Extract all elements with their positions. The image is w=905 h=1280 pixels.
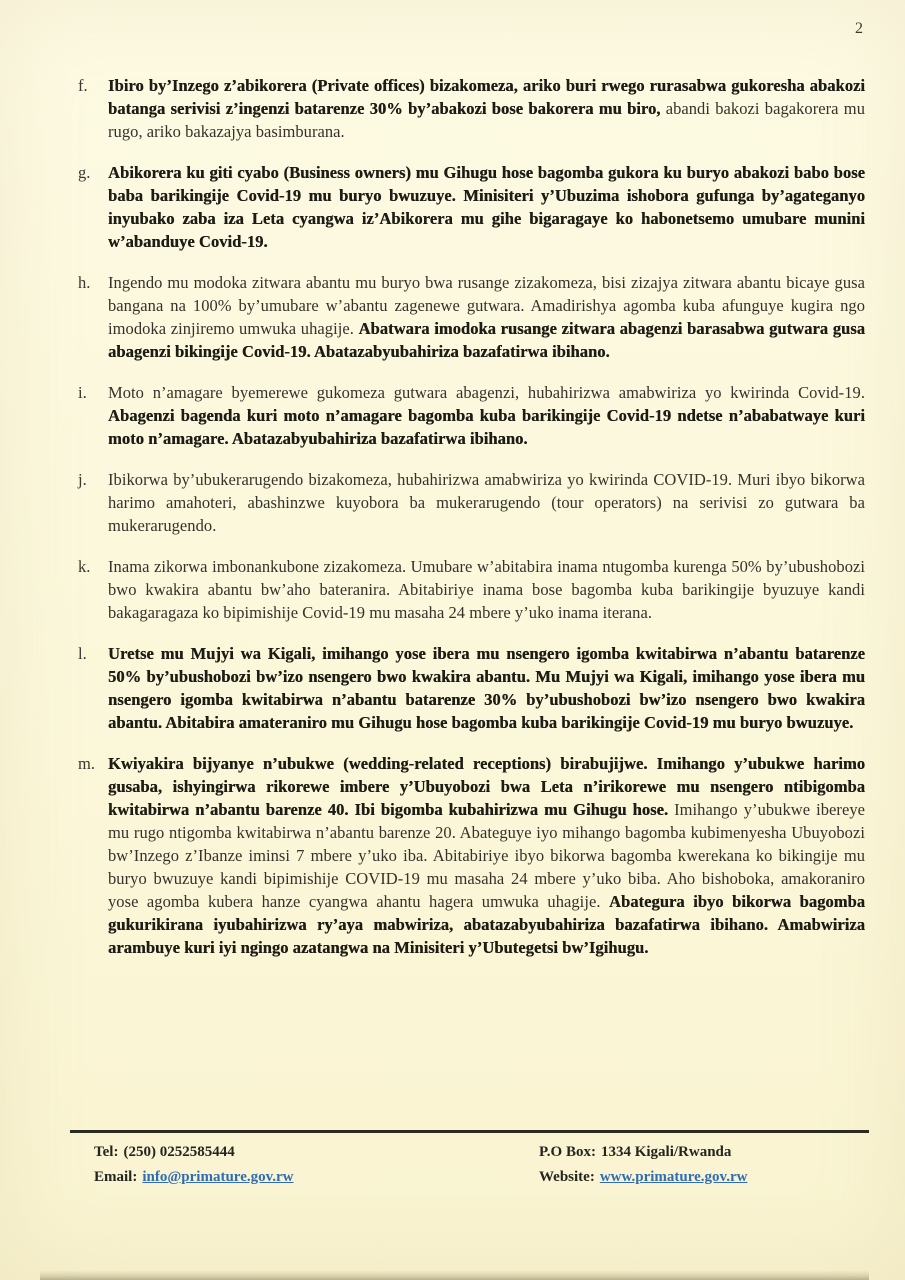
paragraph-text (108, 271, 865, 363)
scan-edge-shadow (40, 1270, 869, 1280)
footer-email (94, 1165, 539, 1190)
paragraph-letter: j. (78, 470, 87, 489)
paragraph-j (78, 468, 865, 537)
paragraph-text (108, 752, 865, 959)
bold-text-segment: Abategura ibyo bikorwa bagomba gukurikirana iyubahirizwa ry’aya mabwiriza, abatazabyubahiriza bazafatirwa ibihano. Amabwiriza arambuye kuri iyi ngingo azatangwa na Minisiteri y’Ubutegetsi bw’Igihugu. (108, 892, 865, 957)
footer-right-column (539, 1140, 869, 1190)
footer-website (539, 1165, 869, 1190)
paragraph-text (108, 161, 865, 253)
paragraph-text (108, 381, 865, 450)
paragraph-text (108, 468, 865, 537)
footer-columns (70, 1140, 869, 1190)
regular-text-segment: Imihango y’ubukwe ibereye mu rugo ntigomba kwitabirwa n’abantu barenze 20. Abateguye iyo mihango bagomba kubimenyesha Ubuyobozi bw’Inzego z’Ibanze iminsi 7 mbere y’uko iba. Abitabiriye ibyo bikorwa bagomba kwerekana ko bikingije mu buryo bwuzuye kandi bipimishije COVID-19 mu masaha 24 mbere y’uko biba. Aho bishoboka, amakoraniro yose agomba kubera hanze cyangwa ahantu hagera umwuka uhagije. (108, 800, 865, 911)
footer-rule (70, 1130, 869, 1133)
paragraph-letter: k. (78, 557, 91, 576)
tel-label: Tel: (94, 1144, 119, 1160)
regular-text-segment: Moto n’amagare byemerewe gukomeza gutwara abagenzi, hubahirizwa amabwiriza yo kwirinda Covid-19. (108, 383, 865, 402)
email-label: Email: (94, 1169, 138, 1185)
paragraph-k (78, 555, 865, 624)
footer-left-column (94, 1140, 539, 1190)
email-link[interactable]: info@primature.gov.rw (142, 1169, 294, 1185)
bold-text-segment: Ibiro by’Inzego z’abikorera (Private offices) bizakomeza, ariko buri rwego rurasabwa gukoresha abakozi batanga serivisi z’ingenzi batarenze 30% by’abakozi bose bakorera mu biro, (108, 76, 865, 118)
footer-tel (94, 1140, 539, 1165)
pobox-label: P.O Box: (539, 1144, 596, 1160)
bold-text-segment: Abagenzi bagenda kuri moto n’amagare bagomba kuba barikingije Covid-19 ndetse n’ababatwaye kuri moto n’amagare. Abatazabyubahiriza bazafatirwa ibihano. (108, 406, 865, 448)
paragraph-letter: f. (78, 76, 88, 95)
paragraph-text (108, 555, 865, 624)
regular-text-segment: Inama zikorwa imbonankubone zizakomeza. Umubare w’abitabira inama ntugomba kurenga 50% by’ubushobozi bwo kwakira abantu bw’aho bateranira. Abitabiriye inama bose bagomba kuba barikingije byuzuye kandi bakagaragaza ko bipimishije Covid-19 mu masaha 24 mbere y’uko inama iterana. (108, 557, 865, 622)
website-link[interactable]: www.primature.gov.rw (599, 1169, 748, 1185)
regular-text-segment: Ingendo mu modoka zitwara abantu mu buryo bwa rusange zizakomeza, bisi zizajya zitwara abantu bicaye gusa bangana na 100% by’umubare w’abantu zagenewe gutwara. Amadirishya agomba kuba afunguye kugira ngo imodoka zinjiremo umwuka uhagije. (108, 273, 865, 338)
bold-text-segment: Abatwara imodoka rusange zitwara abagenzi barasabwa gutwara gusa abagenzi bikingije Covid-19. Abatazabyubahiriza bazafatirwa ibihano. (108, 319, 865, 361)
paragraph-g (78, 161, 865, 253)
paragraph-letter: l. (78, 644, 87, 663)
tel-value: (250) 0252585444 (123, 1144, 235, 1160)
page-footer (70, 1130, 869, 1190)
bold-text-segment: Abikorera ku giti cyabo (Business owners) mu Gihugu hose bagomba gukora ku buryo abakozi babo bose baba barikingije Covid-19 mu buryo bwuzuye. Minisiteri y’Ubuzima ishobora gufunga by’agateganyo inyubako zaba iza Leta cyangwa iz’Abikorera mu gihe bigaragaye ko habonetsemo umubare munini w’abanduye Covid-19. (108, 163, 865, 251)
paragraph-text (108, 74, 865, 143)
page-number: 2 (855, 20, 863, 37)
paragraph-f (78, 74, 865, 143)
paragraph-letter: m. (78, 754, 96, 773)
paragraph-l (78, 642, 865, 734)
bold-text-segment: Uretse mu Mujyi wa Kigali, imihango yose ibera mu nsengero igomba kwitabirwa n’abantu batarenze 50% by’ubushobozi bw’izo nsengero bwo kwakira abantu. Mu Mujyi wa Kigali, imihango yose ibera mu nsengero igomba kwitabirwa n’abantu batarenze 30% by’ubushobozi bw’izo nsengero bwo kwakira abantu. Abitabira amateraniro mu Gihugu hose bagomba kuba barikingije Covid-19 mu buryo bwuzuye. (108, 644, 865, 732)
paragraph-letter: h. (78, 273, 91, 292)
footer-pobox (539, 1140, 869, 1165)
document-body (78, 74, 865, 977)
paragraph-i (78, 381, 865, 450)
paragraph-letter: i. (78, 383, 87, 402)
bold-text-segment: Kwiyakira bijyanye n’ubukwe (wedding-related receptions) birabujijwe. Imihango y’ubukwe harimo gusaba, ishyingirwa rikorewe imbere y’Ubuyobozi bwa Leta n’irikorewe mu nsengero ntibigomba kwitabirwa n’abantu barenze 40. Ibi bigomba kubahirizwa mu Gihugu hose. (108, 754, 865, 819)
paragraph-text (108, 642, 865, 734)
regular-text-segment: abandi bakozi bagakorera mu rugo, ariko bakazajya basimburana. (108, 99, 865, 141)
regular-text-segment: Ibikorwa by’ubukerarugendo bizakomeza, hubahirizwa amabwiriza yo kwirinda COVID-19. Muri ibyo bikorwa harimo amahoteri, abashinzwe kuyobora ba mukerarugendo (tour operators) na serivisi zo gutwara ba mukerarugendo. (108, 470, 865, 535)
paragraph-letter: g. (78, 163, 91, 182)
website-label: Website: (539, 1169, 595, 1185)
pobox-value: 1334 Kigali/Rwanda (600, 1144, 732, 1160)
paragraph-h (78, 271, 865, 363)
paragraph-m (78, 752, 865, 959)
